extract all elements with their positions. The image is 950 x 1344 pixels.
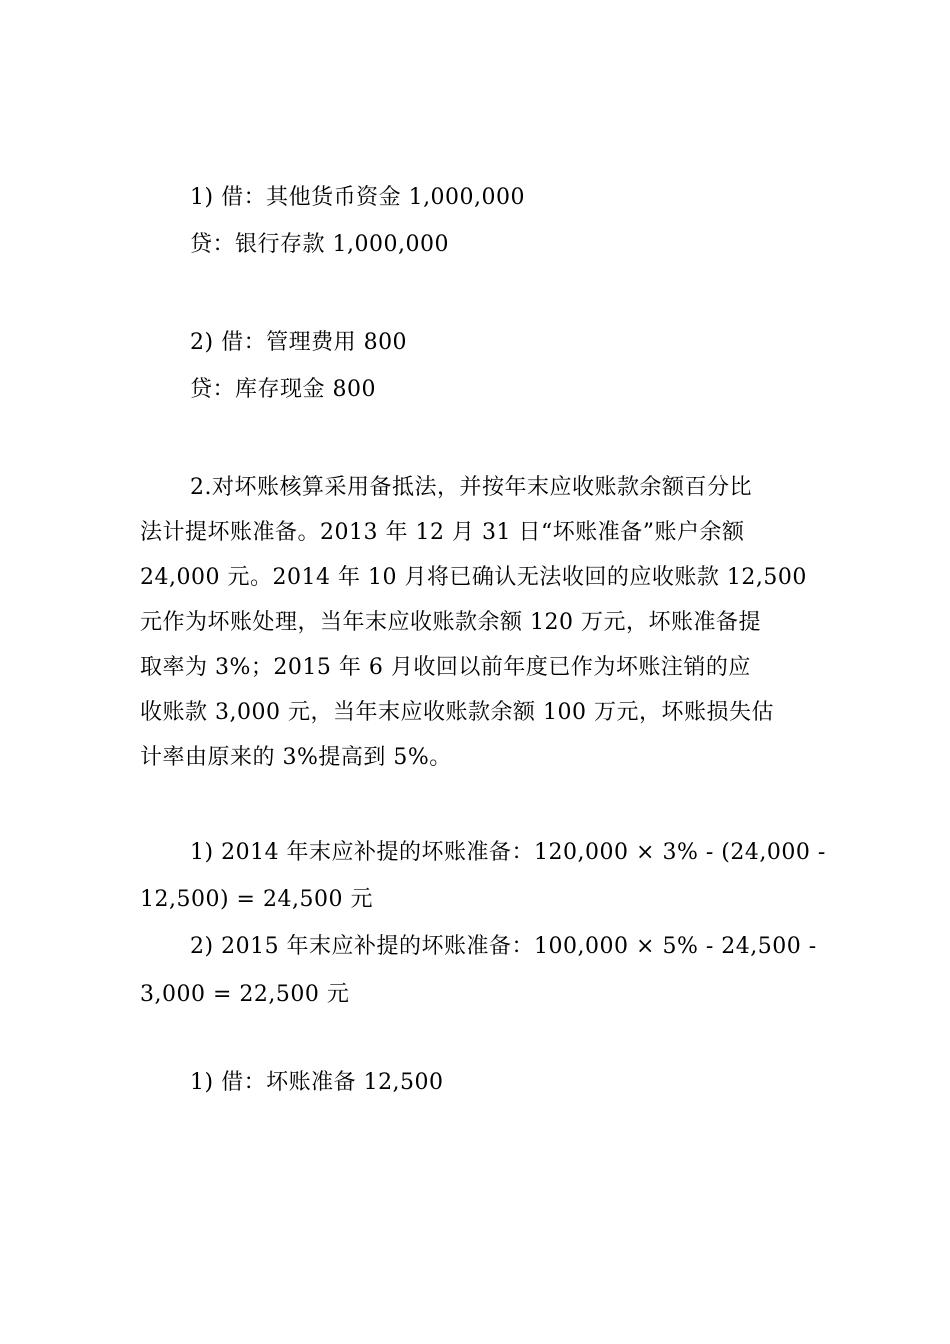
calculation-2-line-2: 3,000 = 22,500 元 bbox=[140, 982, 350, 1007]
entry-2-debit: 2) 借：管理费用 800 bbox=[190, 330, 408, 355]
entry-1-credit: 贷：银行存款 1,000,000 bbox=[190, 232, 449, 257]
calculation-1-line-2: 12,500) = 24,500 元 bbox=[140, 887, 373, 912]
problem-2-line-3: 24,000 元。2014 年 10 月将已确认无法收回的应收账款 12,500 bbox=[140, 565, 807, 590]
problem-2-line-1: 2.对坏账核算采用备抵法，并按年末应收账款余额百分比 bbox=[190, 475, 752, 500]
entry-1-debit: 1) 借：其他货币资金 1,000,000 bbox=[190, 185, 526, 210]
problem-2-line-4: 元作为坏账处理，当年末应收账款余额 120 万元，坏账准备提 bbox=[140, 610, 761, 635]
entry-3-debit: 1) 借：坏账准备 12,500 bbox=[190, 1070, 444, 1095]
problem-2-line-6: 收账款 3,000 元，当年末应收账款余额 100 万元，坏账损失估 bbox=[140, 700, 774, 725]
problem-2-line-7: 计率由原来的 3%提高到 5%。 bbox=[140, 745, 452, 770]
entry-2-credit: 贷：库存现金 800 bbox=[190, 377, 376, 402]
problem-2-line-5: 取率为 3%；2015 年 6 月收回以前年度已作为坏账注销的应 bbox=[140, 655, 751, 680]
calculation-2-line-1: 2) 2015 年末应补提的坏账准备：100,000 × 5% - 24,500 - bbox=[190, 934, 817, 959]
problem-2-line-2: 法计提坏账准备。2013 年 12 月 31 日“坏账准备”账户余额 bbox=[140, 520, 745, 545]
calculation-1-line-1: 1) 2014 年末应补提的坏账准备：120,000 × 3% - (24,000 - bbox=[190, 840, 826, 865]
